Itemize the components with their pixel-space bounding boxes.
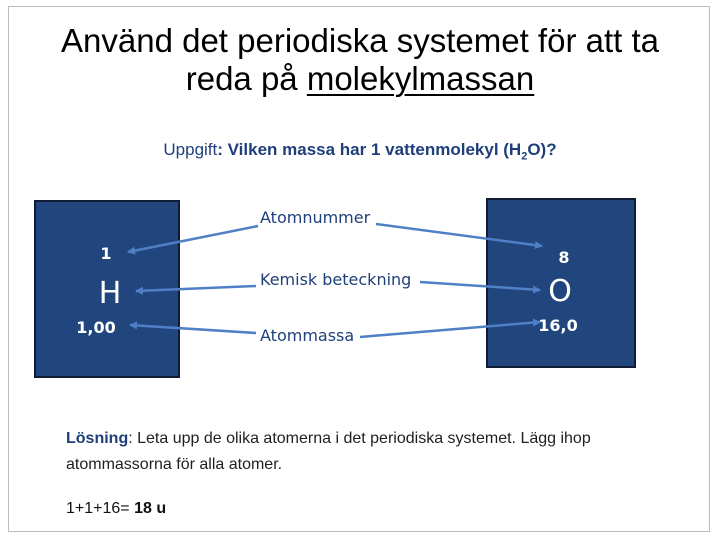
solution-text [66, 426, 686, 478]
oxygen-atomic-number: 8 [558, 248, 570, 267]
arrow-to-oxygen-symbol [420, 282, 540, 290]
oxygen-atomic-mass: 16,0 [538, 316, 578, 335]
title-underlined-word: molekylmassan [306, 60, 535, 97]
arrow-to-hydrogen-symbol [136, 286, 256, 291]
hydrogen-atomic-number: 1 [100, 244, 112, 263]
arrow-to-hydrogen-mass [130, 325, 256, 333]
hydrogen-symbol: H [98, 276, 122, 311]
task-text-before: : Vilken massa har 1 vattenmolekyl (H [217, 140, 522, 159]
arrow-to-oxygen-mass [360, 322, 540, 337]
task-label: Uppgift [163, 140, 218, 159]
task-subscript: 2 [521, 150, 528, 163]
calculation [66, 500, 166, 518]
task-text-after: O)? [527, 140, 557, 159]
title-line-2-prefix: reda på [185, 60, 307, 97]
label-atomic-mass: Atommassa [260, 326, 355, 345]
hydrogen-atomic-mass: 1,00 [76, 318, 116, 337]
calculation-result: 18 u [134, 500, 167, 517]
title-line-1: Använd det periodiska systemet för att ta [61, 22, 659, 59]
solution-label: Lösning [66, 430, 129, 447]
calculation-expression: 1+1+16= [66, 500, 135, 517]
arrow-to-hydrogen-number [128, 226, 258, 252]
label-chemical-symbol: Kemisk beteckning [260, 270, 412, 289]
label-atomic-number: Atomnummer [260, 208, 371, 227]
solution-body: : Leta upp de olika atomerna i det periodiska systemet. Lägg ihop atommassorna för alla atomer. [66, 430, 591, 473]
oxygen-symbol: O [548, 274, 572, 309]
arrow-to-oxygen-number [376, 224, 542, 246]
